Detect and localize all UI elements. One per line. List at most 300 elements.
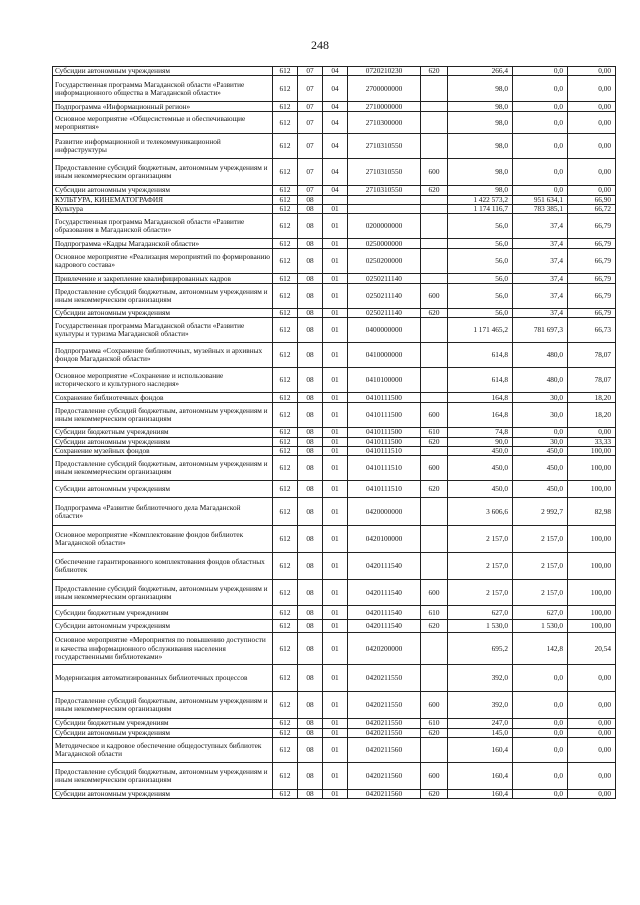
row-executed-amount: 2 157,0 (513, 526, 568, 553)
row-section: 07 (298, 134, 323, 159)
row-expense-type: 600 (421, 159, 448, 186)
row-name: Субсидии автономным учреждениям (53, 481, 273, 498)
table-row (53, 498, 616, 526)
row-admin-code: 612 (273, 403, 298, 428)
row-approved-amount: 145,0 (448, 728, 513, 737)
row-executed-amount: 450,0 (513, 456, 568, 481)
row-section: 08 (298, 309, 323, 318)
row-expense-type (421, 393, 448, 403)
table-row (53, 481, 616, 498)
row-target-code: 2710000000 (348, 102, 421, 112)
row-expense-type (421, 368, 448, 393)
row-executed-amount: 781 697,3 (513, 318, 568, 343)
row-expense-type (421, 195, 448, 204)
row-executed-amount: 2 157,0 (513, 553, 568, 580)
row-section: 08 (298, 633, 323, 665)
row-approved-amount: 1 171 465,2 (448, 318, 513, 343)
row-target-code: 0420200000 (348, 633, 421, 665)
row-name: Сохранение музейных фондов (53, 447, 273, 456)
row-approved-amount: 98,0 (448, 186, 513, 195)
row-name: Субсидии бюджетным учреждениям (53, 606, 273, 620)
row-execution-percent: 100,00 (568, 526, 616, 553)
row-expense-type (421, 134, 448, 159)
row-subsection: 01 (323, 620, 348, 633)
row-target-code: 0410100000 (348, 368, 421, 393)
row-expense-type (421, 249, 448, 274)
row-expense-type (421, 343, 448, 368)
row-target-code (348, 204, 421, 213)
row-target-code: 0420211560 (348, 737, 421, 762)
row-approved-amount: 450,0 (448, 481, 513, 498)
row-expense-type: 610 (421, 719, 448, 728)
row-admin-code: 612 (273, 102, 298, 112)
table-row (53, 284, 616, 309)
row-target-code: 0420211550 (348, 665, 421, 692)
row-section: 08 (298, 789, 323, 798)
row-name: Субсидии автономным учреждениям (53, 309, 273, 318)
row-target-code: 0420211560 (348, 789, 421, 798)
row-target-code: 0410000000 (348, 343, 421, 368)
row-approved-amount: 614,8 (448, 343, 513, 368)
row-expense-type: 610 (421, 606, 448, 620)
table-body (53, 67, 616, 799)
row-execution-percent: 0,00 (568, 737, 616, 762)
row-name: Предоставление субсидий бюджетным, автономным учреждениям и иным некоммерческим организациям (53, 456, 273, 481)
row-subsection: 01 (323, 368, 348, 393)
table-row (53, 526, 616, 553)
row-section: 08 (298, 728, 323, 737)
row-expense-type: 600 (421, 692, 448, 719)
row-target-code: 0400000000 (348, 318, 421, 343)
row-approved-amount: 1 422 573,2 (448, 195, 513, 204)
row-section: 08 (298, 274, 323, 284)
table-row (53, 186, 616, 195)
row-executed-amount: 627,0 (513, 606, 568, 620)
row-section: 08 (298, 692, 323, 719)
row-section: 08 (298, 481, 323, 498)
table-row (53, 606, 616, 620)
row-name: Сохранение библиотечных фондов (53, 393, 273, 403)
row-name: Основное мероприятие «Сохранение и использование исторического и культурного наследия» (53, 368, 273, 393)
row-execution-percent: 0,00 (568, 728, 616, 737)
row-executed-amount: 37,4 (513, 274, 568, 284)
row-target-code: 0410111500 (348, 403, 421, 428)
row-subsection: 04 (323, 67, 348, 76)
row-name: Основное мероприятие «Общесистемные и обеспечивающие мероприятия» (53, 112, 273, 134)
row-subsection: 01 (323, 665, 348, 692)
row-approved-amount: 3 606,6 (448, 498, 513, 526)
row-subsection: 01 (323, 456, 348, 481)
row-execution-percent: 18,20 (568, 403, 616, 428)
row-section: 08 (298, 526, 323, 553)
row-subsection: 04 (323, 102, 348, 112)
row-admin-code: 612 (273, 606, 298, 620)
row-subsection: 01 (323, 437, 348, 446)
row-name: Субсидии автономным учреждениям (53, 186, 273, 195)
row-target-code: 2710310550 (348, 186, 421, 195)
row-execution-percent: 0,00 (568, 665, 616, 692)
row-approved-amount: 614,8 (448, 368, 513, 393)
row-name: Предоставление субсидий бюджетным, автономным учреждениям и иным некоммерческим организациям (53, 692, 273, 719)
row-subsection: 04 (323, 159, 348, 186)
row-subsection: 01 (323, 553, 348, 580)
row-subsection: 01 (323, 239, 348, 249)
row-target-code: 0420000000 (348, 498, 421, 526)
row-execution-percent: 0,00 (568, 789, 616, 798)
table-row (53, 195, 616, 204)
row-name: Развитие информационной и телекоммуникационной инфраструктуры (53, 134, 273, 159)
row-approved-amount: 2 157,0 (448, 526, 513, 553)
row-execution-percent: 0,00 (568, 159, 616, 186)
row-admin-code: 612 (273, 620, 298, 633)
row-name: Привлечение и закрепление квалифицированных кадров (53, 274, 273, 284)
row-execution-percent: 100,00 (568, 620, 616, 633)
row-name: Подпрограмма «Развитие библиотечного дела Магаданской области» (53, 498, 273, 526)
row-name: Субсидии бюджетным учреждениям (53, 719, 273, 728)
row-execution-percent: 82,98 (568, 498, 616, 526)
row-target-code: 2710310550 (348, 159, 421, 186)
row-execution-percent: 66,90 (568, 195, 616, 204)
table-row (53, 159, 616, 186)
row-approved-amount: 56,0 (448, 284, 513, 309)
row-executed-amount: 951 634,1 (513, 195, 568, 204)
row-name: Подпрограмма «Сохранение библиотечных, музейных и архивных фондов Магаданской области» (53, 343, 273, 368)
row-name: Субсидии автономным учреждениям (53, 67, 273, 76)
row-subsection: 01 (323, 580, 348, 606)
row-execution-percent: 66,79 (568, 284, 616, 309)
row-subsection: 04 (323, 76, 348, 102)
row-target-code: 0720210230 (348, 67, 421, 76)
row-approved-amount: 627,0 (448, 606, 513, 620)
table-row (53, 620, 616, 633)
table-row (53, 102, 616, 112)
row-execution-percent: 100,00 (568, 553, 616, 580)
row-admin-code: 612 (273, 67, 298, 76)
row-execution-percent: 66,73 (568, 318, 616, 343)
row-executed-amount: 2 157,0 (513, 580, 568, 606)
row-admin-code: 612 (273, 134, 298, 159)
table-row (53, 437, 616, 446)
row-subsection: 01 (323, 633, 348, 665)
row-executed-amount: 0,0 (513, 102, 568, 112)
row-expense-type (421, 553, 448, 580)
row-executed-amount: 2 992,7 (513, 498, 568, 526)
row-name: Предоставление субсидий бюджетным, автономным учреждениям и иным некоммерческим организациям (53, 403, 273, 428)
row-execution-percent: 66,79 (568, 274, 616, 284)
table-row (53, 737, 616, 762)
row-target-code: 0420111540 (348, 553, 421, 580)
row-execution-percent: 100,00 (568, 580, 616, 606)
row-subsection: 01 (323, 428, 348, 437)
row-execution-percent: 66,79 (568, 239, 616, 249)
row-admin-code: 612 (273, 284, 298, 309)
row-executed-amount: 0,0 (513, 76, 568, 102)
row-expense-type (421, 112, 448, 134)
row-admin-code: 612 (273, 665, 298, 692)
row-target-code: 0410111500 (348, 428, 421, 437)
row-approved-amount: 247,0 (448, 719, 513, 728)
table-row (53, 112, 616, 134)
row-approved-amount: 164,8 (448, 393, 513, 403)
row-execution-percent: 0,00 (568, 76, 616, 102)
row-target-code: 0250200000 (348, 249, 421, 274)
row-subsection: 01 (323, 447, 348, 456)
table-row (53, 719, 616, 728)
row-execution-percent: 33,33 (568, 437, 616, 446)
row-admin-code: 612 (273, 580, 298, 606)
row-name: Подпрограмма «Информационный регион» (53, 102, 273, 112)
row-admin-code: 612 (273, 76, 298, 102)
row-name: Субсидии бюджетным учреждениям (53, 428, 273, 437)
row-target-code: 0420111540 (348, 580, 421, 606)
row-name: Предоставление субсидий бюджетным, автономным учреждениям и иным некоммерческим организациям (53, 284, 273, 309)
row-subsection: 01 (323, 737, 348, 762)
row-execution-percent: 78,07 (568, 368, 616, 393)
row-admin-code: 612 (273, 309, 298, 318)
row-approved-amount: 56,0 (448, 249, 513, 274)
row-section: 07 (298, 112, 323, 134)
row-subsection: 01 (323, 309, 348, 318)
row-executed-amount: 0,0 (513, 428, 568, 437)
row-execution-percent: 100,00 (568, 447, 616, 456)
row-executed-amount: 480,0 (513, 343, 568, 368)
row-admin-code: 612 (273, 692, 298, 719)
row-section: 08 (298, 249, 323, 274)
row-admin-code: 612 (273, 428, 298, 437)
row-name: Государственная программа Магаданской области «Развитие культуры и туризма Магаданской области» (53, 318, 273, 343)
page-number: 248 (311, 38, 329, 52)
row-name: КУЛЬТУРА, КИНЕМАТОГРАФИЯ (53, 195, 273, 204)
row-expense-type (421, 214, 448, 239)
row-execution-percent: 0,00 (568, 186, 616, 195)
row-section: 07 (298, 186, 323, 195)
table-row (53, 318, 616, 343)
row-execution-percent: 66,79 (568, 214, 616, 239)
row-admin-code: 612 (273, 526, 298, 553)
row-execution-percent: 100,00 (568, 606, 616, 620)
row-execution-percent: 0,00 (568, 762, 616, 789)
row-admin-code: 612 (273, 719, 298, 728)
row-name: Предоставление субсидий бюджетным, автономным учреждениям и иным некоммерческим организациям (53, 762, 273, 789)
row-name: Основное мероприятие «Комплектование фондов библиотек Магаданской области» (53, 526, 273, 553)
row-name: Субсидии автономным учреждениям (53, 728, 273, 737)
row-section: 08 (298, 737, 323, 762)
row-section: 08 (298, 456, 323, 481)
table-row (53, 76, 616, 102)
row-executed-amount: 30,0 (513, 403, 568, 428)
budget-table (52, 66, 616, 799)
row-expense-type: 620 (421, 789, 448, 798)
row-target-code: 2710310550 (348, 134, 421, 159)
table-row (53, 728, 616, 737)
row-subsection: 01 (323, 274, 348, 284)
row-expense-type (421, 737, 448, 762)
row-target-code: 0250000000 (348, 239, 421, 249)
row-executed-amount: 0,0 (513, 728, 568, 737)
row-execution-percent: 66,79 (568, 309, 616, 318)
table-row (53, 274, 616, 284)
row-executed-amount: 142,8 (513, 633, 568, 665)
row-admin-code: 612 (273, 368, 298, 393)
row-expense-type: 620 (421, 481, 448, 498)
row-target-code: 0420211560 (348, 762, 421, 789)
row-execution-percent: 78,07 (568, 343, 616, 368)
row-executed-amount: 0,0 (513, 665, 568, 692)
row-execution-percent: 0,00 (568, 102, 616, 112)
row-executed-amount: 0,0 (513, 134, 568, 159)
row-admin-code: 612 (273, 437, 298, 446)
row-subsection: 01 (323, 692, 348, 719)
table-row (53, 456, 616, 481)
row-approved-amount: 450,0 (448, 447, 513, 456)
row-subsection: 01 (323, 249, 348, 274)
row-executed-amount: 450,0 (513, 481, 568, 498)
row-approved-amount: 160,4 (448, 789, 513, 798)
table-row (53, 428, 616, 437)
row-approved-amount: 392,0 (448, 692, 513, 719)
row-subsection: 01 (323, 719, 348, 728)
row-section: 08 (298, 606, 323, 620)
row-expense-type: 620 (421, 728, 448, 737)
row-execution-percent: 100,00 (568, 456, 616, 481)
table-row (53, 134, 616, 159)
table-row (53, 214, 616, 239)
row-approved-amount: 2 157,0 (448, 553, 513, 580)
row-expense-type: 620 (421, 186, 448, 195)
row-admin-code: 612 (273, 633, 298, 665)
row-expense-type (421, 665, 448, 692)
row-execution-percent: 100,00 (568, 481, 616, 498)
row-subsection: 01 (323, 762, 348, 789)
row-target-code: 0250211140 (348, 284, 421, 309)
row-target-code: 0420111540 (348, 606, 421, 620)
row-executed-amount: 0,0 (513, 67, 568, 76)
table-row (53, 309, 616, 318)
row-section: 08 (298, 428, 323, 437)
row-executed-amount: 0,0 (513, 762, 568, 789)
row-name: Субсидии автономным учреждениям (53, 789, 273, 798)
row-subsection (323, 195, 348, 204)
table-row (53, 393, 616, 403)
row-target-code: 0420111540 (348, 620, 421, 633)
row-expense-type (421, 447, 448, 456)
table-row (53, 204, 616, 213)
row-section: 08 (298, 195, 323, 204)
row-executed-amount: 37,4 (513, 249, 568, 274)
row-expense-type (421, 239, 448, 249)
row-target-code: 0200000000 (348, 214, 421, 239)
row-admin-code: 612 (273, 481, 298, 498)
row-section: 08 (298, 553, 323, 580)
row-executed-amount: 783 385,1 (513, 204, 568, 213)
row-expense-type (421, 274, 448, 284)
row-expense-type (421, 498, 448, 526)
row-expense-type: 600 (421, 403, 448, 428)
row-target-code: 0250211140 (348, 274, 421, 284)
row-execution-percent: 0,00 (568, 428, 616, 437)
row-subsection: 01 (323, 284, 348, 309)
row-subsection: 04 (323, 112, 348, 134)
row-expense-type (421, 318, 448, 343)
table-row (53, 368, 616, 393)
row-admin-code: 612 (273, 112, 298, 134)
row-admin-code: 612 (273, 728, 298, 737)
row-section: 08 (298, 437, 323, 446)
row-executed-amount: 0,0 (513, 719, 568, 728)
row-approved-amount: 392,0 (448, 665, 513, 692)
row-section: 08 (298, 403, 323, 428)
row-target-code: 2700000000 (348, 76, 421, 102)
row-executed-amount: 0,0 (513, 112, 568, 134)
row-section: 07 (298, 102, 323, 112)
row-section: 08 (298, 719, 323, 728)
row-expense-type: 610 (421, 428, 448, 437)
row-expense-type (421, 76, 448, 102)
row-approved-amount: 695,2 (448, 633, 513, 665)
row-admin-code: 612 (273, 553, 298, 580)
row-executed-amount: 37,4 (513, 284, 568, 309)
row-section: 08 (298, 393, 323, 403)
row-admin-code: 612 (273, 343, 298, 368)
row-executed-amount: 0,0 (513, 186, 568, 195)
row-expense-type: 620 (421, 67, 448, 76)
row-execution-percent: 18,20 (568, 393, 616, 403)
row-subsection: 01 (323, 606, 348, 620)
row-name: Методическое и кадровое обеспечение общедоступных библиотек Магаданской области (53, 737, 273, 762)
row-subsection: 01 (323, 728, 348, 737)
row-name: Предоставление субсидий бюджетным, автономным учреждениям и иным некоммерческим организациям (53, 159, 273, 186)
row-name: Обеспечение гарантированного комплектования фондов областных библиотек (53, 553, 273, 580)
row-target-code: 0410111510 (348, 447, 421, 456)
row-admin-code: 612 (273, 318, 298, 343)
row-target-code: 0420211550 (348, 719, 421, 728)
row-subsection: 01 (323, 526, 348, 553)
row-approved-amount: 56,0 (448, 239, 513, 249)
row-expense-type: 600 (421, 456, 448, 481)
row-admin-code: 612 (273, 737, 298, 762)
row-target-code: 0410111510 (348, 481, 421, 498)
row-execution-percent: 0,00 (568, 67, 616, 76)
table-row (53, 692, 616, 719)
row-admin-code: 612 (273, 447, 298, 456)
row-target-code: 0410111500 (348, 393, 421, 403)
row-approved-amount: 98,0 (448, 134, 513, 159)
table-row (53, 67, 616, 76)
row-approved-amount: 98,0 (448, 112, 513, 134)
row-subsection: 01 (323, 789, 348, 798)
table-row (53, 633, 616, 665)
row-execution-percent: 0,00 (568, 134, 616, 159)
row-expense-type (421, 102, 448, 112)
table-row (53, 665, 616, 692)
row-section: 08 (298, 580, 323, 606)
row-executed-amount: 0,0 (513, 789, 568, 798)
row-admin-code: 612 (273, 204, 298, 213)
row-admin-code: 612 (273, 186, 298, 195)
row-execution-percent: 0,00 (568, 692, 616, 719)
row-executed-amount: 37,4 (513, 239, 568, 249)
row-expense-type (421, 526, 448, 553)
row-section: 08 (298, 318, 323, 343)
table-row (53, 343, 616, 368)
row-approved-amount: 2 157,0 (448, 580, 513, 606)
row-section: 08 (298, 498, 323, 526)
row-subsection: 04 (323, 186, 348, 195)
row-approved-amount: 266,4 (448, 67, 513, 76)
row-name: Основное мероприятие «Мероприятия по повышению доступности и качества информационного обслуживания населения государственными библиотеками» (53, 633, 273, 665)
row-execution-percent: 66,79 (568, 249, 616, 274)
row-subsection: 01 (323, 214, 348, 239)
